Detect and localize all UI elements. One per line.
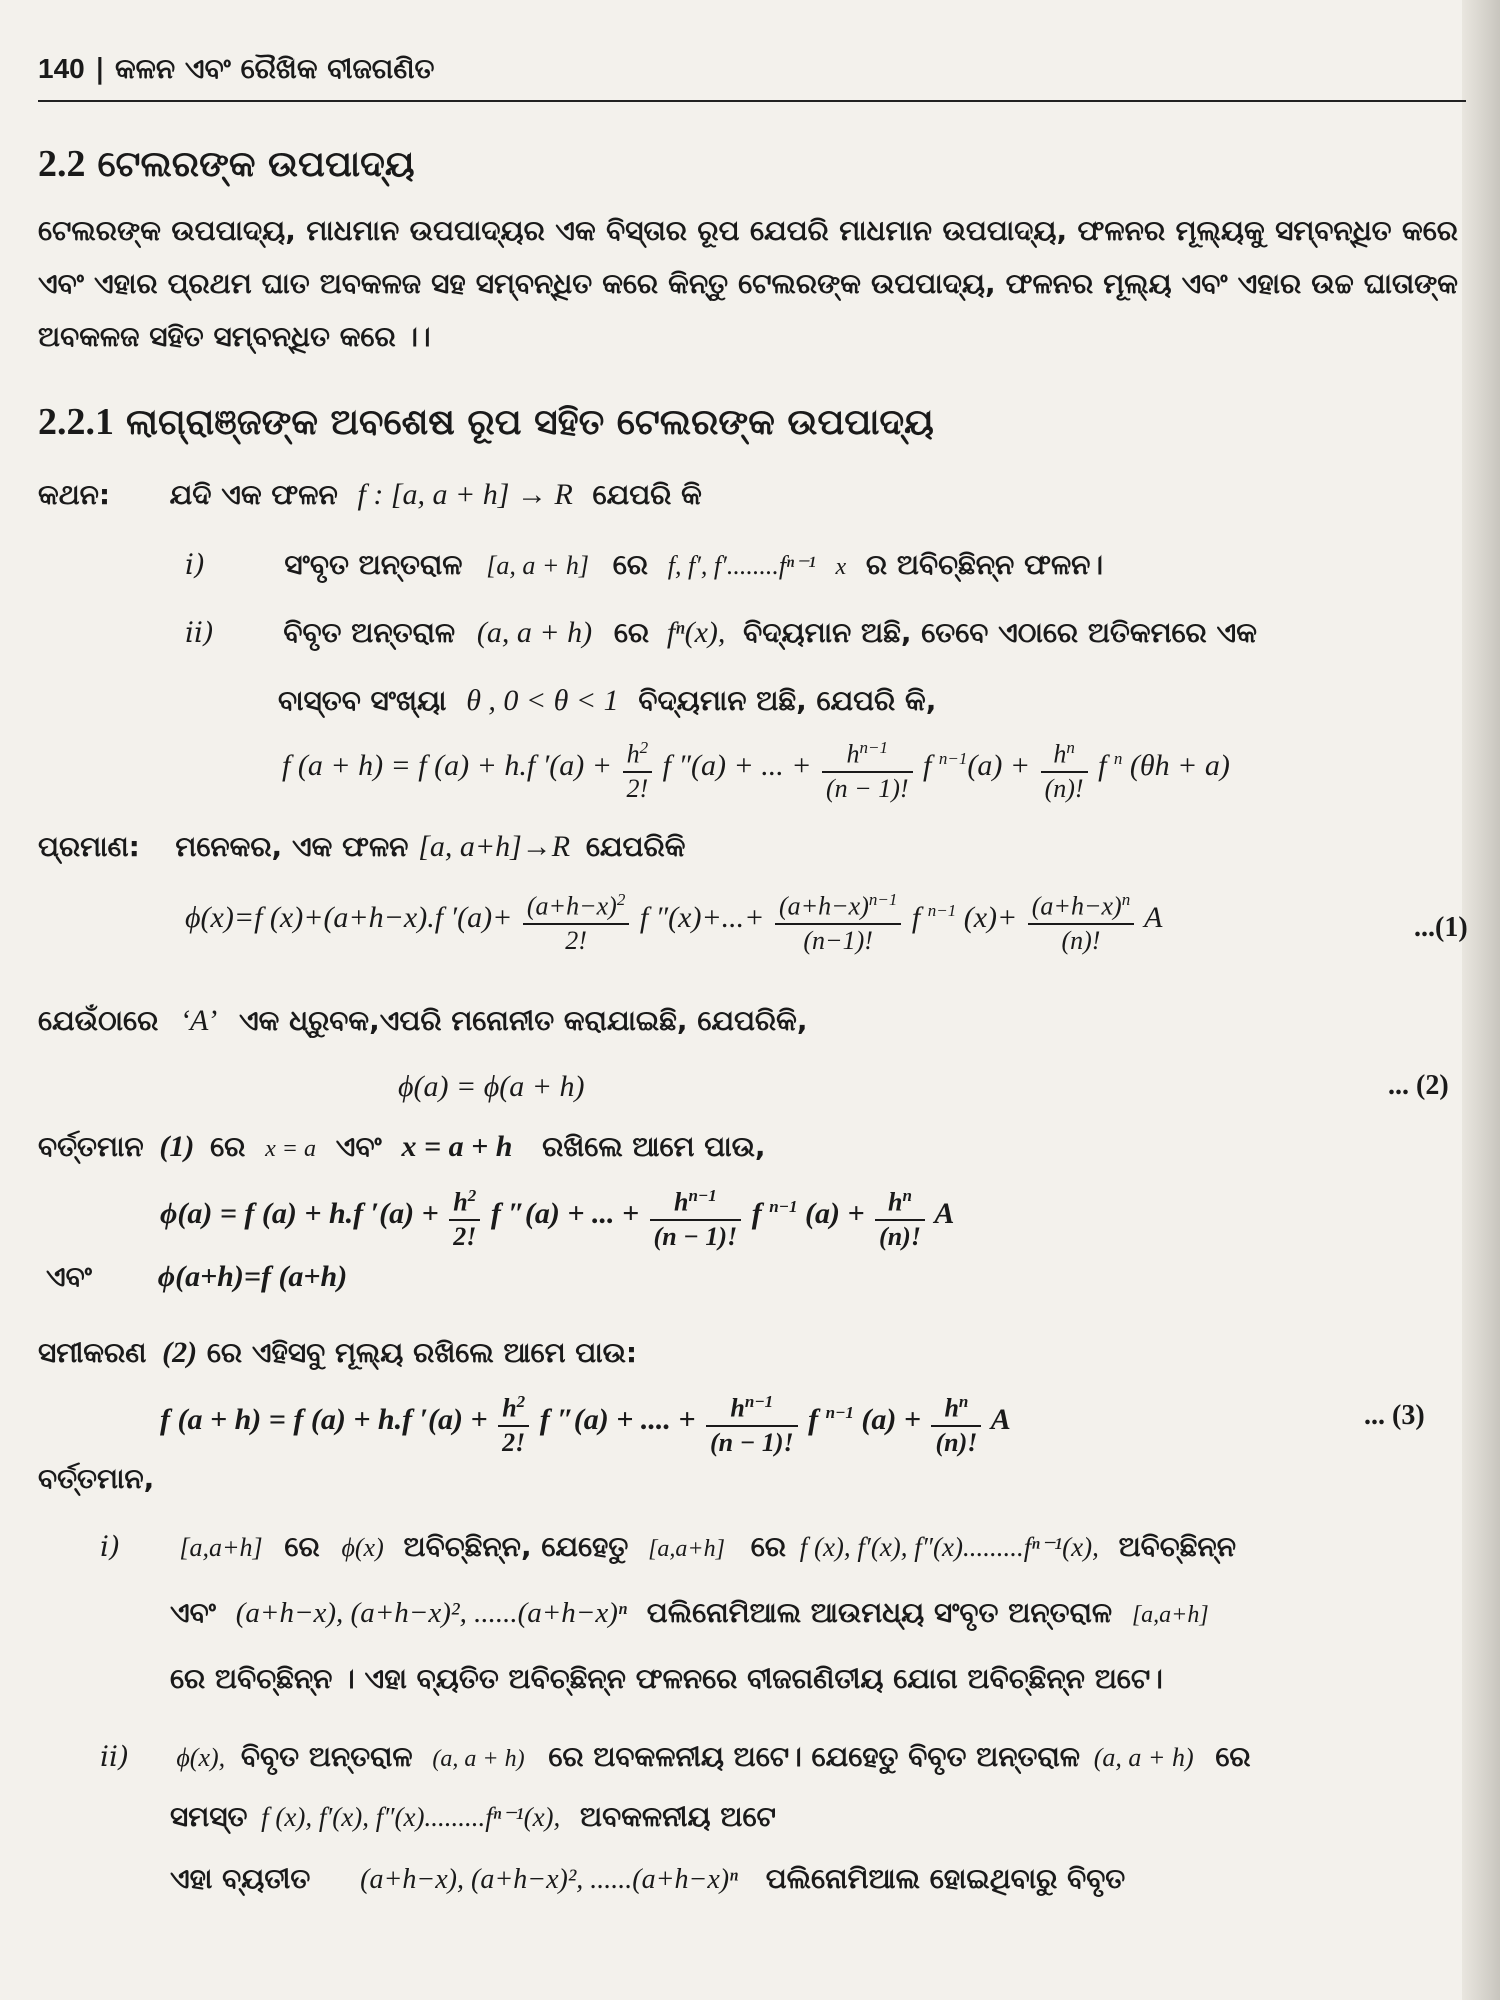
now-text2: ରେ [210, 1130, 246, 1163]
polynomial-list: (a+h−x), (a+h−x)², ......(a+h−x)ⁿ [235, 1597, 628, 1629]
page-number: 140 [38, 53, 85, 84]
derivative-list: f (x), f′(x), f″(x).........fⁿ⁻¹(x), [261, 1802, 561, 1832]
interval: [a,a+h] [179, 1533, 263, 1562]
text: ଅବିଚ୍ଛିନ୍ନ, ଯେହେତୁ [403, 1530, 629, 1563]
where-line [38, 1004, 807, 1038]
interval: [a,a+h] [1131, 1602, 1209, 1628]
page-header [38, 52, 1466, 86]
statement-label: କଥନ: [38, 478, 111, 511]
point-i-line3: ରେ ଅବିଚ୍ଛିନ୍ନ । ଏହା ବ୍ୟତିତ ଅବିଚ୍ଛିନ୍ନ ଫଳନରେ ବୀଜଗଣିତୀୟ ଯୋଗ ଅବିଚ୍ଛିନ୍ନ ଅଟେ। [170, 1662, 1163, 1695]
now-line [38, 1130, 766, 1164]
substitute-text: ସମୀକରଣ [38, 1336, 147, 1369]
header-separator: | [94, 52, 105, 85]
proof-line [38, 830, 685, 864]
statement-function: f : [a, a + h] → R [357, 478, 573, 511]
text: ରେ ଅବକଳନୀୟ ଅଟେ। ଯେହେତୁ ବିବୃତ ଅନ୍ତରାଳ [548, 1740, 1081, 1773]
substitute-line [38, 1336, 637, 1370]
proof-text: ମନେକର, ଏକ ଫଳନ [175, 830, 409, 863]
condition-i-text: ସଂବୃତ ଅନ୍ତରାଳ [284, 548, 463, 581]
polynomial-list: (a+h−x), (a+h−x)², ......(a+h−x)ⁿ [360, 1864, 738, 1895]
point-i-line1 [100, 1530, 1236, 1564]
point-i-line2 [170, 1596, 1209, 1630]
point-i-label: i) [100, 1530, 120, 1563]
condition-ii-text2: ରେ [613, 616, 650, 649]
statement-text2: ଯେପରି କି [592, 478, 702, 511]
condition-ii-text4: ବାସ୍ତବ ସଂଖ୍ୟା [278, 684, 447, 717]
condition-ii-text: ବିବୃତ ଅନ୍ତରାଳ [283, 616, 456, 649]
variable-x: x [835, 554, 847, 580]
statement-text: ଯଦି ଏକ ଫଳନ [169, 478, 338, 511]
where-text2: ଏକ ଧ୍ରୁବକ,ଏପରି ମନୋନୀତ କରାଯାଇଛି, ଯେପରିକି, [239, 1004, 808, 1037]
section-title: ଲାଗ୍ରାଞ୍ଜଙ୍କ ଅବଶେଷ ରୂପ ସହିତ ଟେଲରଙ୍କ ଉପପାଦ୍ୟ [126, 402, 934, 443]
text: ଏହା ବ୍ୟତୀତ [170, 1862, 311, 1895]
text: ପଲିନୋମିଆଲ ହୋଇଥିବାରୁ ବିବୃତ [765, 1862, 1126, 1895]
taylor-formula: f (a + h) = f (a) + h.f ′(a) + $\frac{h^2}{2!}$ f ″(a) + ... + $\frac{h^{n-1}}{(n - 1)!}$ f $^{n-1}$(a) + $\frac{h^n}{(n)!}$ f $^n$ (θh + a) [282, 732, 1230, 805]
now-text4: ରଖିଲେ ଆମେ ପାଉ, [542, 1130, 766, 1163]
proof-interval: [a, a+h]→R [418, 830, 571, 863]
substitute-text2: ରେ ଏହିସବୁ ମୂଲ୍ୟ ରଖିଲେ ଆମେ ପାଉ: [206, 1336, 638, 1369]
derivative-list: f (x), f′(x), f″(x).........fⁿ⁻¹(x), [799, 1532, 1099, 1562]
point-ii-line3 [170, 1862, 1125, 1896]
proof-label: ପ୍ରମାଣ: [38, 830, 140, 863]
ref-1: (1) [159, 1130, 195, 1163]
x-equals-a: x = a [265, 1136, 317, 1162]
ref-2: (2) [162, 1336, 198, 1369]
section-heading-2-2 [38, 142, 415, 186]
condition-i-text3: ର ଅବିଚ୍ଛିନ୍ନ ଫଳନ। [865, 548, 1104, 581]
and-phi-line [46, 1260, 347, 1294]
open-interval: (a, a + h) [476, 616, 593, 649]
interval: [a,a+h] [648, 1536, 725, 1562]
equation-2-number: ... (2) [1388, 1070, 1449, 1101]
section-number: 2.2.1 [38, 401, 114, 443]
text: ଏବଂ [170, 1596, 216, 1629]
equation-1-number: ...(1) [1414, 912, 1468, 943]
nth-derivative: fⁿ(x), [666, 616, 726, 649]
proof-text2: ଯେପରିକି [585, 830, 686, 863]
point-ii-line1 [100, 1740, 1251, 1774]
now2-line: ବର୍ତ୍ତମାନ, [38, 1462, 155, 1495]
point-ii-label: ii) [100, 1740, 129, 1773]
condition-i-label: i) [185, 548, 205, 581]
open-interval: (a, a + h) [432, 1746, 525, 1772]
book-title: କଳନ ଏବଂ ରୈଖିକ ବୀଜଗଣିତ [114, 52, 435, 85]
phi-a-plus-h-equation: ϕ(a+h)=f (a+h) [157, 1260, 348, 1293]
now-text: ବର୍ତ୍ତମାନ [38, 1130, 144, 1163]
section-intro-paragraph: ଟେଲରଙ୍କ ଉପପାଦ୍ୟ, ମାଧମାନ ଉପପାଦ୍ୟର ଏକ ବିସ୍ତାର ରୂପ ଯେପରି ମାଧମାନ ଉପପାଦ୍ୟ, ଫଳନର ମୂଲ୍ୟକୁ ସମ୍ବନ୍ଧିତ କରେ ଏବଂ ଏହାର ପ୍ରଥମ ଘାତ ଅବକଳଜ ସହ ସମ୍ବନ୍ଧିତ କରେ କିନ୍ତୁ ଟେଲରଙ୍କ ଉପପାଦ୍ୟ, ଫଳନର ମୂଲ୍ୟ ଏବଂ ଏହାର ଉଚ୍ଚ ଘାତାଙ୍କ ଅବକଳଜ ସହିତ ସମ୍ବନ୍ଧିତ କରେ ।। [38, 214, 1458, 353]
open-interval: (a, a + h) [1093, 1743, 1194, 1772]
condition-i [185, 548, 1103, 582]
statement-line [38, 478, 702, 512]
theta-condition: θ , 0 < θ < 1 [466, 684, 619, 717]
closed-interval: [a, a + h] [486, 551, 590, 580]
section-title: ଟେଲରଙ୍କ ଉପପାଦ୍ୟ [97, 144, 415, 185]
condition-ii-label: ii) [185, 616, 214, 649]
text: ରେ [284, 1530, 320, 1563]
where-text: ଯେଉଁଠାରେ [38, 1004, 159, 1037]
header-rule [38, 100, 1466, 102]
constant-A: ‘A’ [180, 1004, 218, 1037]
section-heading-2-2-1 [38, 400, 934, 444]
condition-ii [185, 616, 1257, 650]
text: ରେ [750, 1530, 786, 1563]
phi-x: ϕ(x), [176, 1743, 226, 1772]
condition-i-text2: ରେ [612, 548, 649, 581]
condition-ii-text5: ବିଦ୍ୟମାନ ଅଛି, ଯେପରି କି, [638, 684, 937, 717]
and-label: ଏବଂ [46, 1260, 92, 1293]
text: ପଲିନୋମିଆଲ ଆଉମଧ୍ୟ ସଂବୃତ ଅନ୍ତରାଳ [646, 1596, 1113, 1629]
phi-x: ϕ(x) [341, 1533, 384, 1562]
text: ଅବକଳନୀୟ ଅଟେ [580, 1800, 776, 1833]
section-number: 2.2 [38, 143, 86, 185]
text: ସମସ୍ତ [170, 1800, 248, 1833]
condition-ii-cont [278, 684, 936, 718]
x-equals-a-plus-h: x = a + h [401, 1130, 513, 1163]
text: ବିବୃତ ଅନ୍ତରାଳ [240, 1740, 413, 1773]
condition-ii-text3: ବିଦ୍ୟମାନ ଅଛି, ତେବେ ଏଠାରେ ଅତିକମରେ ଏକ [743, 616, 1257, 649]
page-edge-shadow [1462, 0, 1500, 2000]
phi-a-equation: ϕ(a) = f (a) + h.f ′(a) + $\frac{h^2}{2!}$ f ″(a) + ... + $\frac{h^{n-1}}{(n - 1)!}$ f $^{n-1}$ (a) + $\frac{h^n}{(n)!}$ A [160, 1180, 954, 1253]
equation-3: f (a + h) = f (a) + h.f ′(a) + $\frac{h^2}{2!}$ f ″(a) + .... + $\frac{h^{n-1}}{(n - 1)!}$ f $^{n-1}$ (a) + $\frac{h^n}{(n)!}$ A [160, 1386, 1011, 1459]
equation-3-number: ... (3) [1364, 1400, 1425, 1431]
equation-2: ϕ(a) = ϕ(a + h) [398, 1070, 585, 1103]
now-text3: ଏବଂ [335, 1130, 382, 1163]
derivative-list: f, f′, f′........fⁿ⁻¹ [667, 551, 816, 580]
text: ରେ [1215, 1740, 1251, 1773]
equation-1: ϕ(x)=f (x)+(a+h−x).f ′(a)+ $\frac{(a+h-x)^2}{2!}$ f ″(x)+...+ $\frac{(a+h-x)^{n-1}}{(n-1)!}$ f $^{n-1}$ (x)+ $\frac{(a+h-x)^n}{(n)!}$ A [185, 884, 1163, 957]
point-ii-line2 [170, 1800, 776, 1834]
text: ଅବିଚ୍ଛିନ୍ନ [1118, 1530, 1237, 1563]
